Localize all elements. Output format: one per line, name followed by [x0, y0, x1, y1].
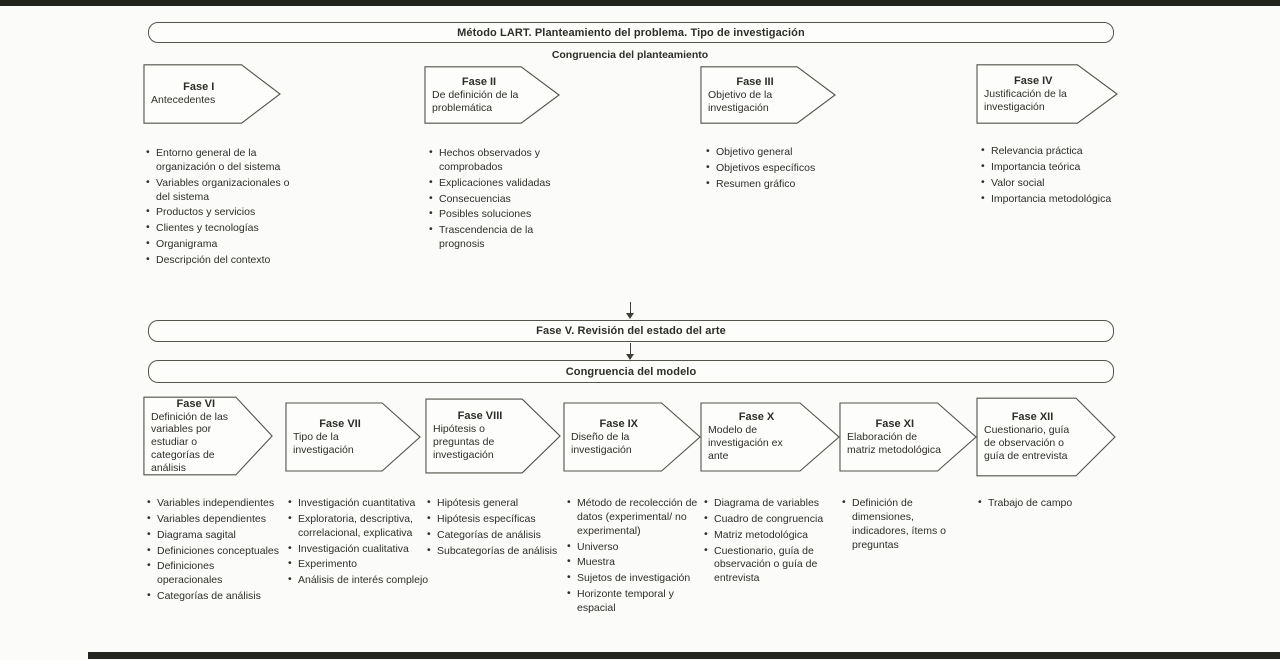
bullet-item: • Objetivos específicos: [705, 162, 845, 176]
bullet-item: • Definiciones operacionales: [146, 560, 282, 588]
fase-9-bullets: [566, 497, 706, 618]
flow-down-arrow-icon: [625, 302, 635, 319]
bullet-item: • Variables independientes: [146, 497, 282, 511]
bullet-item: • Trabajo de campo: [977, 497, 1107, 511]
fase-11-bullets: [841, 497, 971, 554]
fase-12-arrow: [976, 397, 1116, 477]
bullet-item: • Horizonte temporal y espacial: [566, 588, 706, 616]
fase-1-title: Fase I: [183, 81, 215, 94]
section-label-planteamiento: Congruencia del planteamiento: [551, 49, 709, 61]
bullet-item: • Resumen gráfico: [705, 178, 845, 192]
bullet-item: • Descripción del contexto: [145, 254, 297, 268]
fase-11-arrow: [839, 402, 977, 472]
fase-6-bullets: [146, 497, 282, 606]
fase-8-arrow: [425, 398, 561, 474]
fase-8-bullets: [426, 497, 562, 560]
congruencia-modelo-banner: [148, 360, 1114, 383]
fase-8-subtitle: Hipótesis o preguntas de investigación: [433, 423, 495, 461]
fase-1-bullets: [145, 147, 297, 270]
bullet-item: • Hipótesis específicas: [426, 513, 562, 527]
bullet-item: • Importancia metodológica: [980, 193, 1120, 207]
fase-10-arrow: [700, 402, 840, 472]
fase-10-subtitle: Modelo de investigación ex ante: [708, 424, 783, 462]
bullet-item: • Diagrama sagital: [146, 529, 282, 543]
bullet-item: • Importancia teórica: [980, 161, 1120, 175]
bullet-item: • Definiciones conceptuales: [146, 545, 282, 559]
bullet-item: • Posibles soluciones: [428, 208, 573, 222]
fase-6-arrow: [143, 396, 273, 476]
fase-7-arrow: [285, 402, 421, 472]
fase-12-bullets: [977, 497, 1107, 513]
bullet-item: • Entorno general de la organización o del sistema: [145, 147, 297, 175]
fase-11-subtitle: Elaboración de matriz metodológica: [847, 430, 941, 456]
bullet-item: • Subcategorías de análisis: [426, 545, 562, 559]
fase-4-arrow: [976, 64, 1118, 124]
bullet-item: • Definición de dimensiones, indicadores, ítems o preguntas: [841, 497, 971, 552]
flow-down-arrow-icon: [625, 343, 635, 360]
fase-v-text: Fase V. Revisión del estado del arte: [536, 325, 726, 337]
fase-3-title: Fase III: [736, 75, 774, 88]
fase-8-title: Fase VIII: [457, 410, 503, 423]
fase-12-title: Fase XII: [1011, 411, 1054, 424]
fase-2-arrow: [424, 66, 560, 124]
fase-1-subtitle: Antecedentes: [151, 94, 216, 107]
fase-10-bullets: [703, 497, 843, 588]
bullet-item: • Exploratoria, descriptiva, correlacional, explicativa: [287, 513, 429, 541]
fase-2-subtitle: De definición de la problemática: [432, 88, 519, 114]
bullet-item: • Experimento: [287, 558, 429, 572]
bullet-item: • Investigación cualitativa: [287, 543, 429, 557]
bullet-item: • Cuadro de congruencia: [703, 513, 843, 527]
bullet-item: • Categorías de análisis: [426, 529, 562, 543]
bullet-item: • Productos y servicios: [145, 206, 297, 220]
fase-9-title: Fase IX: [599, 417, 639, 430]
bullet-item: • Matriz metodológica: [703, 529, 843, 543]
fase-2-title: Fase II: [461, 75, 497, 88]
fase-7-title: Fase VII: [319, 417, 361, 430]
bullet-item: • Trascendencia de la prognosis: [428, 224, 573, 252]
fase-7-bullets: [287, 497, 429, 590]
method-title-banner: [148, 22, 1114, 43]
fase-4-bullets: [980, 145, 1120, 208]
fase-3-arrow: [700, 66, 836, 124]
letterbox-bar-top: [0, 0, 1280, 6]
bullet-item: • Cuestionario, guía de observación o guía de entrevista: [703, 545, 843, 587]
bullet-item: • Hechos observados y comprobados: [428, 147, 573, 175]
fase-3-bullets: [705, 146, 845, 194]
bullet-item: • Análisis de interés complejo: [287, 574, 429, 588]
fase-4-title: Fase IV: [1013, 74, 1053, 87]
fase-6-title: Fase VI: [176, 397, 216, 410]
fase-3-subtitle: Objetivo de la investigación: [708, 88, 773, 114]
bullet-item: • Investigación cuantitativa: [287, 497, 429, 511]
method-title-text: Método LART. Planteamiento del problema. Tipo de investigación: [457, 26, 805, 39]
bullet-item: • Clientes y tecnologías: [145, 222, 297, 236]
fase-v-banner: [148, 320, 1114, 342]
bullet-item: • Sujetos de investigación: [566, 572, 706, 586]
bullet-item: • Explicaciones validadas: [428, 177, 573, 191]
congruencia-modelo-text: Congruencia del modelo: [565, 365, 697, 378]
bullet-item: • Hipótesis general: [426, 497, 562, 511]
bullet-item: • Universo: [566, 541, 706, 555]
bullet-item: • Valor social: [980, 177, 1120, 191]
bullet-item: • Relevancia práctica: [980, 145, 1120, 159]
fase-9-arrow: [563, 402, 701, 472]
bullet-item: • Categorías de análisis: [146, 590, 282, 604]
fase-4-subtitle: Justificación de la investigación: [984, 87, 1067, 113]
bullet-item: • Variables organizacionales o del sistema: [145, 177, 297, 205]
bullet-item: • Consecuencias: [428, 193, 573, 207]
bullet-item: • Muestra: [566, 556, 706, 570]
fase-1-arrow: [143, 64, 281, 124]
bullet-item: • Variables dependientes: [146, 513, 282, 527]
fase-12-subtitle: Cuestionario, guía de observación o guía de entrevista: [984, 424, 1070, 462]
fase-10-title: Fase X: [738, 411, 775, 424]
bullet-item: • Organigrama: [145, 238, 297, 252]
fase-6-subtitle: Definición de las variables por estudiar o categorías de análisis: [151, 410, 229, 474]
fase-9-subtitle: Diseño de la investigación: [571, 430, 632, 456]
fase-7-subtitle: Tipo de la investigación: [293, 430, 354, 456]
bullet-item: • Diagrama de variables: [703, 497, 843, 511]
letterbox-bar-bottom: [88, 652, 1280, 659]
bullet-item: • Método de recolección de datos (experimental/ no experimental): [566, 497, 706, 539]
fase-11-title: Fase XI: [875, 417, 915, 430]
bullet-item: • Objetivo general: [705, 146, 845, 160]
fase-2-bullets: [428, 147, 573, 254]
